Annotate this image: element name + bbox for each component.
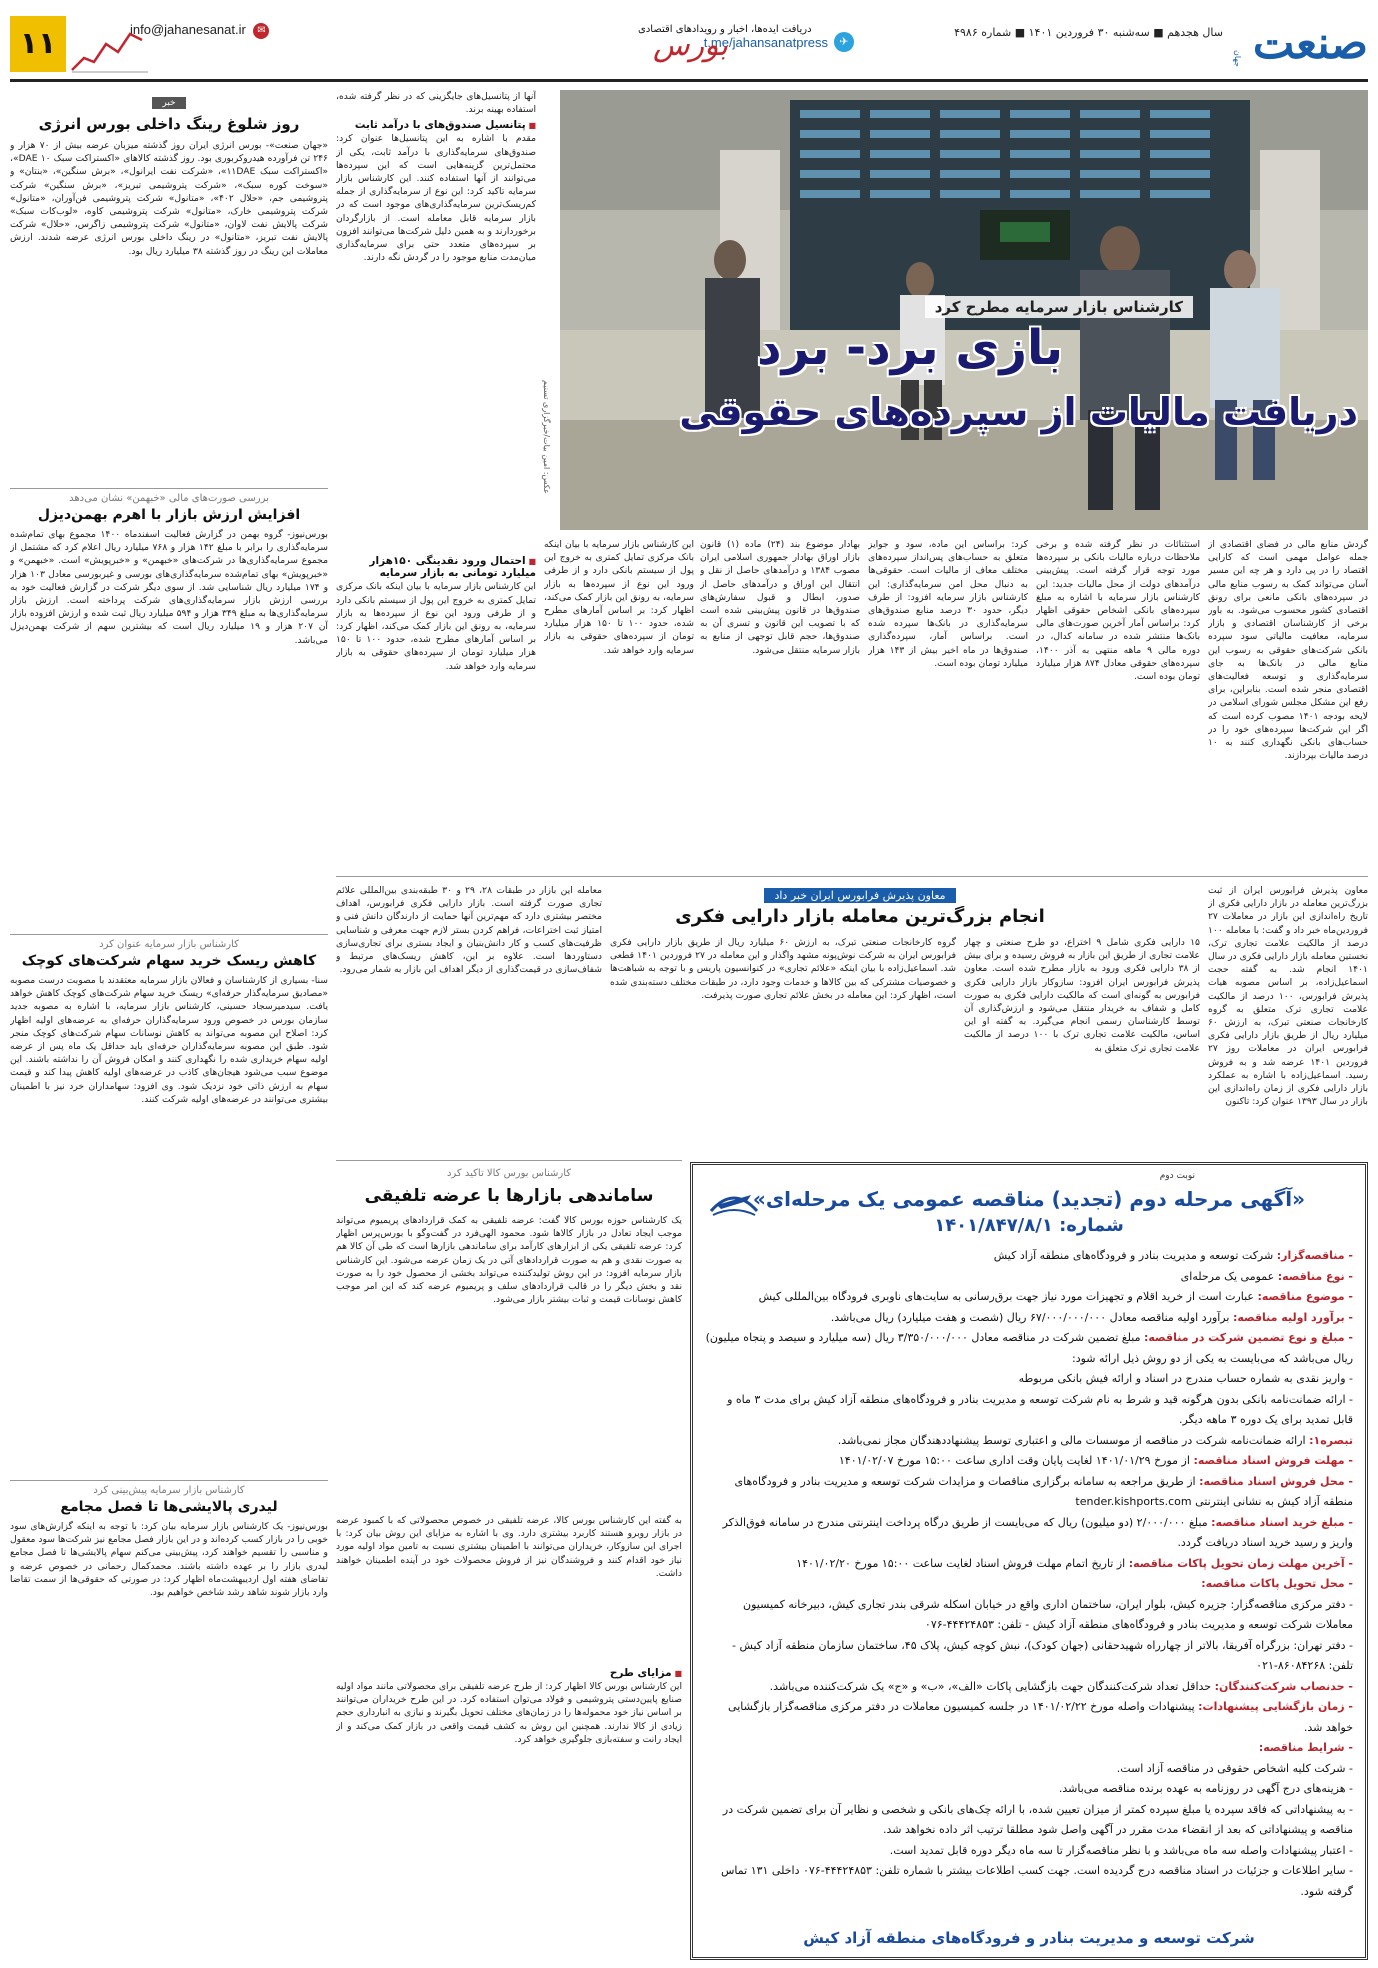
ad-term-key: تبصره۱: [1309,1433,1353,1447]
issue-info: سال هجدهم ■ سه‌شنبه ۳۰ فروردین ۱۴۰۱ ■ شماره ۴۹۸۶ [954,26,1223,39]
news-kicker: کارشناس بازار سرمایه عنوان کرد [99,939,239,950]
col5-body: مقدم با اشاره به این پتانسیل‌ها عنوان کرد: صندوق‌های سرمایه‌گذاری با درآمد ثابت، یکی از محتمل‌ترین گزینه‌هایی است که این سپرده‌ها می‌توانند از آنها استفاده کنند. این کارشناس بازار سرمایه تاکید کرد: این نوع از سرمایه‌گذاری از جمله کم‌ریسک‌ترین سرمایه‌گذاری‌های موجود است که در بازار سرمایه قابل معامله است. از بازارگردان برخوردارند و به همین دلیل شرکت‌ها می‌توانند افزون بر سپرده‌های متعدد حتی برای سرمایه‌گذاری میان‌مدت منابع موجود را در گردش نگه دارند. [336,133,536,264]
telegram-link[interactable]: t.me/jahansanatpress [703,35,828,50]
main-article-col-2: استثنائات در نظر گرفته شده و برخی ملاحظات درباره مالیات بانکی بر سپرده‌ها مورد توجه قرار گرفته است. پیش‌بینی درآمدهای دولت از محل مالیات جدید: این کارشناس بازار سرمایه با اشاره به مبلغ سپرده‌های بانکی اشخاص حقوقی اظهار کرد: براساس آمار آخرین صورت‌های مالی بانک‌ها منتشر شده در سامانه کدال، در دوره مالی ۹ ماهه منتهی به آذر ۱۴۰۰، سپرده‌های حقوقی معادل ۸۷۴ هزار میلیارد تومان بوده است. [1036,539,1200,683]
news-item-bahman [10,488,328,928]
ad-term-value[interactable]: از طریق مراجعه به سامانه برگزاری مناقصات و مزایدات شرکت توسعه و مدیریت بنادر و فرودگاه‌های منطقه آزاد کیش به نشانی اینترنتی tender.kishports.com [734,1474,1353,1508]
news-body: «جهان صنعت»- بورس انرژی ایران روز گذشته میزبان عرضه بیش از ۷۰ هزار و ۲۴۶ تن فرآورده هیدروکربوری بود. روز گذشته کالاهای «اکستراکت سبک ۱۰ DAE»، «اکستراکت سبک ۱۱DAE»، «شرکت نفت ایرانول»، «برش سنگین»، «بنتان» و «سوخت کوره سبک»، «شرکت پتروشیمی تبریز»، «برش سنگین» شرکت پتروشیمی جم، «حلال ۴۰۲»، «متانول» شرکت پتروشیمی فن‌آوران، «متانول» شرکت پتروشیمی خارک، «متانول» شرکت پتروشیمی کاوه، «لوب‌کات سبک» شرکت پالایش نفت لاوان، «متانول» شرکت پتروشیمی زاگرس، «حلال» شرکت پالایش نفت تبریز، «متانول» در رینگ داخلی بورس انرژی عرضه شدند. ارزش معاملات این رینگ در روز گذشته ۳۸ میلیارد ریال بود. [10,140,328,257]
ad-term-value: پیشنهادات واصله مورخ ۱۴۰۱/۰۲/۲۲ در جلسه کمیسیون معاملات در دفتر مرکزی مناقصه‌گزار بازگشایی خواهد شد. [728,1700,1353,1734]
ad-term-value: - شرکت کلیه اشخاص حقوقی در مناقصه آزاد است. [1116,1761,1353,1775]
ad-term-value: حداقل تعداد شرکت‌کنندگان جهت بازگشایی پاکات «الف»، «ب» و «ج» یک شرکت‌کننده می‌باشد. [769,1679,1215,1693]
telegram-icon: ✈ [834,32,854,52]
ad-term-line [705,1472,1353,1513]
ad-term-key: - مبلغ خرید اسناد مناقصه: [1211,1515,1353,1529]
commodity-body [336,1214,682,1960]
ad-footer: شرکت توسعه و مدیریت بنادر و فرودگاه‌های منطقه آزاد کیش [803,1929,1255,1947]
ad-term-key: - برآورد اولیه مناقصه: [1232,1310,1353,1324]
ad-term-key: - موضوع مناقصه: [1257,1290,1353,1303]
news-tag: خبر [152,97,185,109]
ad-term-value: عمومی یک مرحله‌ای [1180,1269,1278,1283]
ad-term-value: برآورد اولیه مناقصه معادل ۶۷/۰۰۰/۰۰۰/۰۰۰ ریال (شصت و هفت میلیارد) ریال می‌باشد. [830,1310,1233,1324]
ad-terms [705,1246,1353,1902]
logo-text: صنعت [1252,18,1368,69]
ad-term-line [705,1861,1353,1902]
news-headline: لیدری پالایشی‌ها تا فصل مجامع [60,1499,278,1515]
ad-term-line [705,1779,1353,1800]
news-headline: افزایش ارزش بازار با اهرم بهمن‌دیزل [37,507,301,523]
newspaper-logo [1238,14,1368,76]
ad-term-value: - دفتر مرکزی مناقصه‌گزار: جزیره کیش، بلوار ایران، ساختمان اداری واقع در خیابان اسکله شرقی بندر تجاری کیش، دبیرخانه کمیسیون معاملات شرکت توسعه و مدیریت بنادر و فرودگاه‌های منطقه آزاد کیش - تلفن: ۴۴۴۲۴۸۵۳-۰۷۶ [743,1597,1353,1631]
main-article-col-6: این کارشناس بازار سرمایه با بیان اینکه بانک مرکزی تمایل کمتری به خروج این پول از سیستم بانکی دارد و از طرفی ورود این نوع از سپرده‌ها به بازار سرمایه، به رونق این بازار کمک می‌کند، اظهار کرد: بر اساس آمارهای مطرح شده، حدود ۱۰۰ تا ۱۵۰ هزار میلیارد تومان از سپرده‌های حقوقی به بازار سرمایه وارد خواهد شد. [544,539,694,656]
divider [336,1160,682,1161]
ad-term-value: از تاریخ اتمام مهلت فروش اسناد لغایت ساعت ۱۵:۰۰ مورخ ۱۴۰۱/۰۲/۲۰ [796,1556,1129,1570]
ad-term-line [705,1595,1353,1636]
mid-kicker-bar [610,884,1110,904]
left-news-column [10,90,328,1960]
ad-term-line [705,1759,1353,1780]
ad-term-line [705,1431,1353,1452]
ad-term-line [705,1841,1353,1862]
ad-term-value: مبلغ ۲/۰۰۰/۰۰۰ (دو میلیون) ریال که می‌بایست از طریق درگاه پرداخت اینترنتی مندرج در سامانه فوق‌الذکر واریز و رسید خرید اسناد دریافت گردد. [722,1515,1353,1549]
news-item-refineries [10,1480,328,1960]
ad-term-key: - مبلغ و نوع تضمین شرکت در مناقصه: [1143,1331,1353,1344]
ad-term-key: - زمان بازگشایی پیشنهادات: [1198,1700,1353,1713]
masthead [10,14,1368,82]
ad-term-line [705,1246,1353,1267]
ad-term-value: - اعتبار پیشنهادات واصله سه ماه می‌باشد و با نظر مناقصه‌گزار تا سه ماه دیگر دوره قابل تمدید است. [889,1843,1353,1857]
main-article-col-4: بهادار موضوع بند (۲۴) ماده (۱) قانون بازار اوراق بهادار جمهوری اسلامی ایران مصوب ۱۳۸۴ و درآمدهای حاصل از نقل و انتقال این اوراق و درآمدهای حاصل از صدور، ابطال و قبول سفارش‌های صندوق‌ها در قانون پیش‌بینی شده است که با تصویب این قانون و تسری آن به صندوق‌ها، حجم قابل توجهی از منابع به بازار سرمایه منتقل می‌شود. [700,539,860,656]
commodity-col-1: یک کارشناس حوزه بورس کالا گفت: عرضه تلفیقی به کمک قراردادهای پریمیوم می‌تواند موجب ایجاد تعادل در بازار کالاها شود. محمود الهی‌فرد در گفت‌وگو با بورس‌پرس اظهار کرد: عرضه تلفیقی یکی از ابزارهای کارآمد برای ساماندهی بازارها است که طی آن کالا هم به صورت نقدی و هم به صورت قراردادهای آتی در یک زمان عرضه می‌شود. این کارشناس بازار سرمایه افزود: در این روش تولیدکننده می‌تواند بخشی از محصول خود را به صورت نقد و بخش دیگر را در قالب قراردادهای سلف و پریمیوم عرضه کند که این امر موجب کاهش نوسانات قیمت و ثبات بیشتر بازار می‌شود. [336,1215,682,1306]
mid-headline: انجام بزرگ‌ترین معامله بازار دارایی فکری [675,906,1045,927]
ad-term-line [705,1328,1353,1369]
commodity-headline: ساماندهی بازارها با عرضه تلفیقی [364,1186,654,1206]
col5-intro: آنها از پتانسیل‌های جایگزینی که در نظر گرفته شده، استفاده بهینه برند. [336,91,536,116]
ad-term-value: مبلغ تضمین شرکت در مناقصه معادل ۳/۳۵۰/۰۰۰/۰۰۰ ریال (سه میلیارد و سیصد و پنجاه میلیون) ریال می‌باشد که می‌بایست به یکی از دو روش ذیل ارائه شود: [705,1331,1353,1365]
ad-term-value: از مورخ ۱۴۰۱/۰۱/۲۹ لغایت پایان وقت اداری ساعت ۱۵:۰۰ مورخ ۱۴۰۱/۰۲/۰۷ [838,1454,1194,1467]
ad-term-value: - ارائه ضمانت‌نامه بانکی بدون هرگونه قید و شرط به نام شرکت توسعه و مدیریت بنادر و فرودگاه‌های منطقه آزاد کیش برای مدت ۳ ماه و قابل تمدید برای یک دوره ۳ ماهه دیگر. [727,1392,1353,1426]
ad-term-value: - دفتر تهران: بزرگراه آفریقا، بالاتر از چهارراه شهیدحقانی (جهان کودک)، نبش کوچه کیش، پلاک ۴۵، ساختمان سازمان منطقه آزاد کیش - تلفن: ۸۶۰۸۴۲۶۸-۰۲۱ [732,1638,1353,1672]
ad-term-line [705,1287,1353,1308]
ad-term-line [705,1267,1353,1288]
telegram-tagline: دریافت ایده‌ها، اخبار و رویدادهای اقتصادی [638,24,812,35]
mid-article-col-3: گروه کارخانجات صنعتی تبرک، به ارزش ۶۰ میلیارد ریال از طریق بازار دارایی فکری فرابورس ایران به شرکت نوش‌پونه مشهد واگذار و این معامله در ۲۷ فروردین ۱۴۰۱ قطعی شد. اسماعیل‌زاده با بیان اینکه «علائم تجاری» در کنوانسیون پاریس و با توجه به شباهت‌ها و خصوصیات مشترکی که بین کالاها و خدمات وجود دارد، در طبقات مختلف دسته‌بندی شده است، اظهار کرد: این معامله در بخش علائم تجاری صورت پذیرفت. [610,937,956,1001]
news-body: سنا- بسیاری از کارشناسان و فعالان بازار سرمایه معتقدند با مصوبت درست مصوبه «مصادیق سرمایه‌گذار حرفه‌ای» ریسک خرید سهام شرکت‌های کوچک کاهش خواهد یافت. سیدمیرسجاد حسینی، کارشناس بازار سرمایه، با اشاره به مصوبه جدید سازمان بورس در خصوص ورود سرمایه‌گذاران حرفه‌ای به عرضه‌های اولیه اظهار کرد: اصلاح این مصوبه می‌تواند به کاهش نوسانات سهام شرکت‌های کوچک منجر شود. طبق این مصوبه سرمایه‌گذاران حرفه‌ای باید حداقل یک ماه پس از عرضه اولیه سهام خریداری شده را نگهداری کنند و امکان فروش آن را نداشته باشند. این موضوع سبب می‌شود هیجان‌های کاذب در عرضه‌های اولیه کاهش پیدا کند و قیمت سهام به ارزش ذاتی خود نزدیک شود. وی افزود: سهامداران خرد نیز با اطمینان بیشتری می‌توانند در عرضه‌های اولیه شرکت کنند. [10,975,328,1105]
news-kicker: بررسی صورت‌های مالی «خبهمن» نشان می‌دهد [69,493,269,504]
ad-term-line [705,1513,1353,1554]
ad-term-value: - سایر اطلاعات و جزئیات در اسناد مناقصه درج گردیده است. جهت کسب اطلاعات بیشتر با شماره تلفن: ۴۴۴۲۴۸۵۳-۰۷۶ داخلی ۱۳۱ تماس گرفته شود. [720,1864,1353,1898]
main-article-col-3: کرد: براساس این ماده، سود و جوایز متعلق به حساب‌های پس‌انداز سپرده‌های مختلف معاف از مالیات است. حقوقی‌ها به دنبال محل امن سرمایه‌گذاری: این کارشناس بازار سرمایه افزود: از طرف دیگر، حدود ۳۰ درصد منابع صندوق‌های سرمایه‌گذاری در بانک‌ها سپرده شده است. براساس آمار، سپرده‌گذاری صندوق‌ها در ماه اخیر بیش از ۱۴۳ هزار میلیارد تومان بوده است. [868,539,1028,669]
ad-term-line [705,1554,1353,1575]
commodity-subheading: ■ مزایای طرح [336,1667,682,1679]
hero-subheadline: دریافت مالیات از سپرده‌های حقوقی [679,390,1358,434]
email-address[interactable]: info@jahanesanat.ir [130,22,246,37]
commodity-col-2: به گفته این کارشناس بورس کالا، عرضه تلفیقی در خصوص محصولاتی که با کمبود عرضه در بازار روبرو هستند کاربرد بیشتری دارد. وی با اشاره به مزایای این روش بیان کرد: با اجرای این سازوکار، خریداران می‌توانند با اطمینان بیشتری نسبت به تامین مواد اولیه مورد نیاز خود اقدام کنند و فروشندگان نیز از فروش محصولات خود در آینده اطمینان خواهند داشت. [336,1515,682,1579]
ad-term-key: - محل تحویل پاکات مناقصه: [1201,1577,1353,1590]
ad-term-line [705,1574,1353,1595]
ad-kicker: نوبت دوم [1159,1171,1195,1181]
commodity-kicker: کارشناس بورس کالا تاکید کرد [446,1168,572,1179]
ad-term-line [705,1738,1353,1759]
ad-term-key: - حدنصاب شرکت‌کنندگان: [1214,1679,1353,1693]
ad-term-key: - مناقصه‌گزار: [1276,1249,1353,1262]
ad-term-value: - هزینه‌های درج آگهی در روزنامه به عهده برنده مناقصه می‌باشد. [1058,1782,1353,1795]
news-body: بورس‌نیوز- یک کارشناس بازار سرمایه بیان کرد: با توجه به اینکه گزارش‌های سود خوبی را در بازار کسب کرده‌اند و در این بازار فصل مجامع نیز شرکت‌ها سود معقول و مناسبی را تقسیم خواهند کرد، پیش‌بینی می‌کنم سهام پالایشی‌ها تا فصل مجامع لیدری بازار را بر عهده داشته باشند. محمدکمال رحمانی در خصوص عرضه و تقاضای هفته اول اردیبهشت‌ماه اظهار کرد: در صورتی که حقوقی‌ها از سمت تقاضا وارد بازار شوند شاهد رشد شاخص خواهیم بود. [10,1521,328,1599]
news-item-energy-exchange [10,90,328,480]
tender-advertisement [690,1162,1368,1960]
ad-term-line [705,1308,1353,1329]
main-article-col-5 [336,90,536,870]
logo-subtext: جهان [1233,50,1242,67]
news-headline: روز شلوغ رینگ داخلی بورس انرژی [38,115,300,133]
ad-term-value: - واریز نقدی به شماره حساب مندرج در اسناد و ارائه فیش بانکی مربوطه [1018,1372,1353,1385]
ad-term-key: - محل فروش اسناد مناقصه: [1199,1474,1353,1488]
ad-term-line [705,1636,1353,1677]
page-number: ۱۱ [10,16,66,72]
news-headline: کاهش ریسک خرید سهام شرکت‌های کوچک [21,953,317,969]
hero-kicker: کارشناس بازار سرمایه مطرح کرد [925,296,1193,318]
ad-number: شماره: ۱۴۰۱/۸۴۷/۸/۱ [934,1215,1124,1236]
photo-credit: عکس: امین بیات/خبرگزاری تسنیم [542,380,551,494]
commodity-col-3: این کارشناس بورس کالا اظهار کرد: از طرح عرضه تلفیقی برای محصولاتی مانند مواد اولیه صنایع پایین‌دستی پتروشیمی و فولاد می‌توان استفاده کرد. در این طرح خریداران می‌توانند بر اساس نیاز خود محموله‌ها را در زمان‌های مختلف تحویل بگیرند و نیازی به انبارداری حجم زیادی از کالا ندارند. همچنین این روش به کشف قیمت واقعی در بازار کمک می‌کند و از ایجاد رانت و سفته‌بازی جلوگیری خواهد کرد. [336,1681,682,1745]
col5-body-2: این کارشناس بازار سرمایه با بیان اینکه بانک مرکزی تمایل کمتری به خروج این پول از سیستم بانکی دارد و از طرفی ورود این نوع از سپرده‌ها به بازار سرمایه، به رونق این بازار کمک می‌کند، اظهار کرد: بر اساس آمارهای مطرح شده، حدود ۱۰۰ تا ۱۵۰ هزار میلیارد تومان از سپرده‌های حقوقی به بازار سرمایه وارد خواهد شد. [336,581,536,672]
ad-term-value: شرکت توسعه و مدیریت بنادر و فرودگاه‌های منطقه آزاد کیش [993,1249,1277,1262]
section-title: بورس [653,28,728,63]
news-body: بورس‌نیوز- گروه بهمن در گزارش فعالیت اسفندماه ۱۴۰۰ مجموع بهای تمام‌شده سرمایه‌گذاری را برابر با مبلغ ۱۴۲ هزار و ۷۶۸ میلیارد ریال اعلام کرد که مشتمل از مجموع سرمایه‌گذاری‌ها در شرکت‌های «خبهمن» و «خبرپویش» است. «خبهمن» و «خبرپویش» بهای تمام‌شده سرمایه‌گذاری‌های بورسی و غیربورسی معادل ۱۰۳ هزار و ۱۷۴ میلیارد ریال شناسایی شد. از سوی دیگر شرکت در گزارش فعالیت خود به بررسی ارزش بازار سرمایه‌گذاری‌های شرکت پرداخته است. ارزش بازار سرمایه‌گذاری‌ها به مبلغ ۳۴۹ هزار و ۵۹۴ میلیارد ریال ثبت شده و ارزش افزوده بازار آن ۲۰۷ هزار و ۱۹ میلیارد ریال است که بیشترین سهم از شرکت بهمن‌دیزل می‌باشد. [10,529,328,646]
mid-article-col-1: معاون پذیرش فرابورس ایران از ثبت بزرگ‌ترین معامله در بازار دارایی فکری از تاریخ راه‌اندازی این بازار در معاملات ۲۷ فروردین‌ماه خبر داد و گفت: با معامله ۱۰۰ درصد از مالکیت علامت تجاری ترک، نخستین معامله بازار دارایی فکری در سال ۱۴۰۱ انجام شد. به گفته حجت اسماعیل‌زاده، بر اساس مصوبه هیات پذیرش فرابورس، ۱۰۰ درصد از مالکیت علامت تجاری ترک متعلق به گروه کارخانجات صنعتی تبرک، به ارزش ۶۰ میلیارد ریال از طریق بازار دارایی فکری فرابورس ایران در معاملات روز ۲۷ فروردین ۱۴۰۱ عرضه شد و به فروش رسید. اسماعیل‌زاده با اشاره به عملکرد بازار دارایی فکری از زمان راه‌اندازی این بازار در سال ۱۳۹۳ عنوان کرد: تاکنون [1208,885,1368,1108]
mid-article-col-4: معامله این بازار در طبقات ۲۸، ۲۹ و ۳۰ طبقه‌بندی بین‌المللی علائم تجاری صورت گرفته است. بازار دارایی فکری فرابورس، اهداف مختصر بیشتری دارد که مهم‌ترین آنها حمایت از دارندگان دانش فنی و امتیاز ثبت اختراعات، فراهم کردن بستر لازم جهت معرفی و شناسایی ظرفیت‌های کسب و کار دانش‌بنیان و ایجاد بستری برای تجاری‌سازی دستاوردها است. علاوه بر این، کاهش ریسک‌های مرتبط و شفاف‌سازی در قیمت‌گذاری از دیگر اهداف این بازار به شمار می‌رود. [336,885,602,976]
news-kicker: کارشناس بازار سرمایه پیش‌بینی کرد [93,1485,245,1496]
col5-subheading: ■ پتانسیل صندوق‌های با درآمد ثابت [336,119,536,131]
airport-logo-icon [707,1181,761,1221]
col5-subheading-2: ■ احتمال ورود نقدینگی ۱۵۰هزار میلیارد تومانی به بازار سرمایه [336,555,536,579]
ad-term-key: - مهلت فروش اسناد مناقصه: [1193,1454,1353,1467]
mid-kicker: معاون پذیرش فرابورس ایران خبر داد [764,888,955,903]
mid-article-col-2: ۱۵ دارایی فکری شامل ۹ اختراع، دو طرح صنعتی و چهار علامت تجاری از طریق این بازار به فروش رسیده و برای بیش از ۳۸ دارایی فکری ورود به بازار مطرح شده است. معاون پذیرش فرابورس ایران افزود: سازوکار بازار دارایی فکری فرابورس به گونه‌ای است که مالکیت دارایی فکری به صورت کامل و شفاف به خریدار منتقل می‌شود و ارزش‌گذاری آن توسط کارشناسان رسمی انجام می‌گیرد. به گفته او این اساس، مالکیت علامت تجاری ترک با ۱۰۰ درصد از مالکیت علامت تجاری ترک متعلق به [964,937,1200,1054]
news-item-small-caps [10,934,328,1474]
ad-term-value: ارائه ضمانت‌نامه شرکت در مناقصه از موسسات مالی و اعتباری توسط پیشنهاددهندگان مجاز نمی‌باشد. [837,1433,1310,1447]
ad-term-value: عبارت است از خرید اقلام و تجهیزات مورد نیاز جهت برق‌رسانی به سایت‌های ناوبری فرودگاه بین‌المللی کیش [758,1290,1258,1303]
ad-term-key: - شرایط مناقصه: [1258,1741,1353,1754]
ad-term-line [705,1697,1353,1738]
ad-term-line [705,1800,1353,1841]
hero-headline: بازی برد- برد [756,320,1063,376]
ad-term-line [705,1369,1353,1390]
ad-term-value: - به پیشنهاداتی که فاقد سپرده یا مبلغ سپرده کمتر از میزان تعیین شده، با ارائه چک‌های بانکی و شخصی و نظایر آن برای تضمین شرکت در مناقصه و پیشنهاداتی که بعد از انقضاء مدت مقرر در آگهی واصل شود مطلقا ترتیب اثر داده نخواهد شد. [722,1802,1353,1836]
ad-term-key: - نوع مناقصه: [1277,1269,1353,1283]
ad-term-line [705,1390,1353,1431]
ad-term-key: - آخرین مهلت زمان تحویل پاکات مناقصه: [1128,1556,1353,1570]
stock-chart-icon [70,24,150,74]
ad-term-line [705,1451,1353,1472]
main-article-col-1: گردش منابع مالی در فضای اقتصادی از جمله عوامل مهمی است که کارایی اقتصاد را در پی دارد و هر چه این مسیر آسان می‌تواند کمک به رسوب منابع مالی در سپرده‌های بانکی مانعی برای رونق اقتصادی کشور محسوب می‌شود. به باور برخی از کارشناسان اقتصادی و بازار سرمایه، معافیت مالیاتی سود سپرده بانکی شرکت‌های حقوقی به رسوب این منابع مالی در بانک‌ها به جای سرمایه‌گذاری و توسعه فعالیت‌های اقتصادی منجر شده است. بنابراین، برای رفع این مشکل مجلس شورای اسلامی در لایحه بودجه ۱۴۰۱ مصوب کرده است که اگر این شرکت‌ها سپرده‌های خود را در حساب‌های بانکی نگهداری کنند به ۱۰ درصد مالیات بپردازند. [1208,539,1368,762]
ad-title: «آگهی مرحله دوم (تجدید) مناقصه عمومی یک مرحله‌ای» [752,1187,1306,1211]
divider [336,876,1368,877]
email-contact[interactable] [130,22,269,39]
ad-term-line [705,1677,1353,1698]
mail-icon: ✉ [253,23,269,39]
